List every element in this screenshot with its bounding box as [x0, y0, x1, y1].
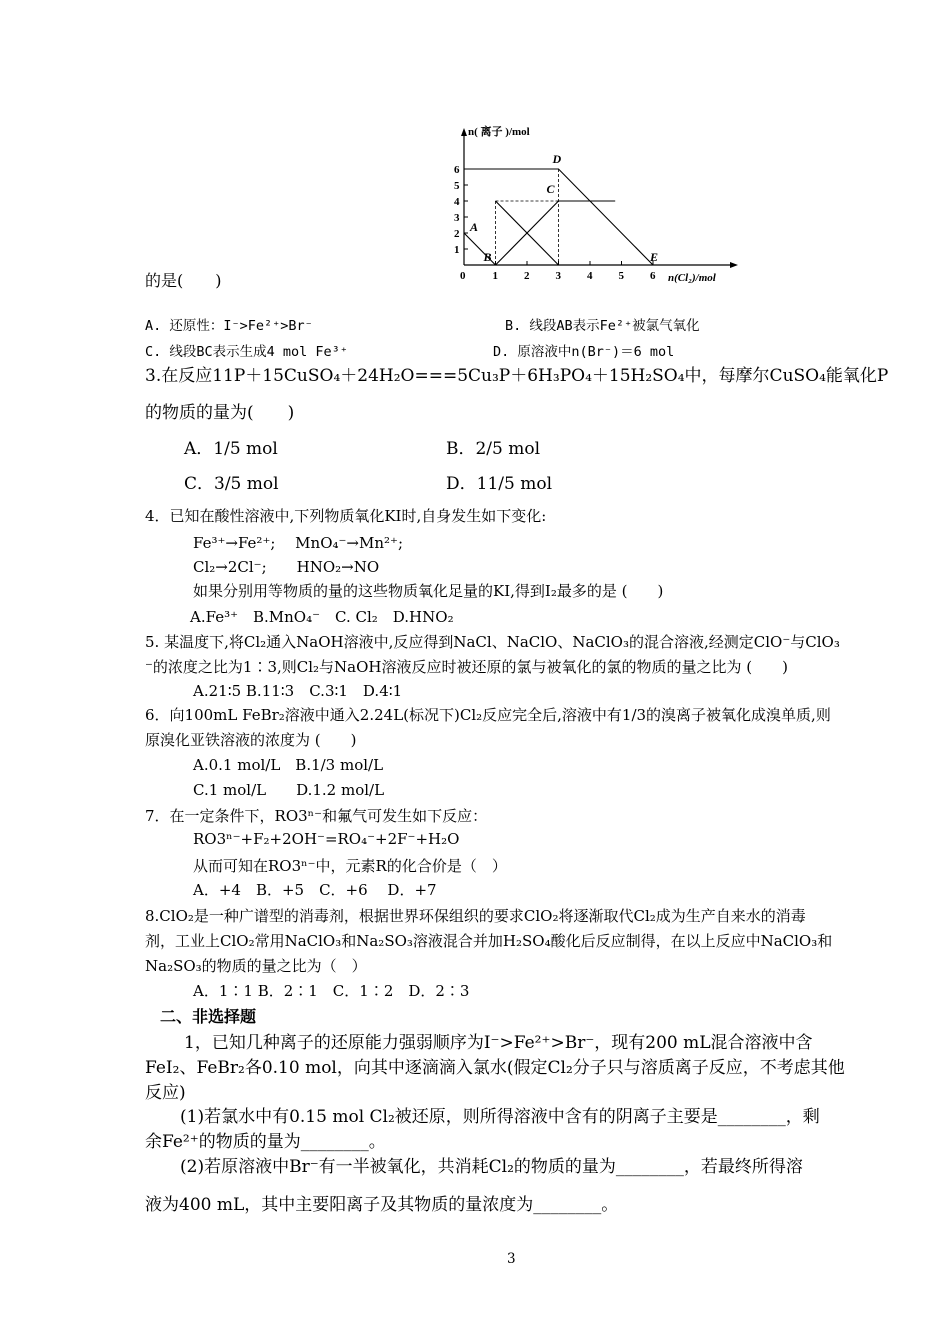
- ion-amount-graph: [440, 120, 740, 290]
- q5-stem: 5. 某温度下,将Cl₂通入NaOH溶液中,反应得到NaCl、NaClO、NaClO₃的混合溶液,经测定ClO⁻与ClO₃: [145, 633, 840, 651]
- q3-stem-2: 的物质的量为( ): [145, 403, 295, 423]
- q3-option-a: A．1/5 mol: [184, 439, 278, 459]
- q8-options: A．1∶1 B．2∶1 C．1∶2 D．2∶3: [193, 982, 470, 1000]
- graph-axes: [461, 128, 738, 268]
- q7-options: A．+4 B．+5 C．+6 D．+7: [193, 881, 437, 899]
- section-heading: 二、非选择题: [160, 1007, 257, 1026]
- page-number: 3: [507, 1251, 516, 1267]
- p1-line-2: FeI₂、FeBr₂各0.10 mol，向其中逐滴滴入氯水(假定Cl₂分子只与溶质离子反应，不考虑其他: [145, 1058, 845, 1078]
- q7-stem: 7．在一定条件下，RO3ⁿ⁻和氟气可发生如下反应：: [145, 807, 488, 825]
- x-axis-label: n(Cl₂)/mol: [668, 272, 716, 284]
- q5-stem-2: ⁻的浓度之比为1∶3,则Cl₂与NaOH溶液反应时被还原的氯与被氧化的氯的物质的量之比为 ( ): [145, 658, 788, 676]
- q6-stem-2: 原溴化亚铁溶液的浓度为 ( ): [145, 731, 357, 749]
- q2-option-a: A. 还原性：I⁻>Fe²⁺>Br⁻: [145, 318, 313, 334]
- y-axis-arrow: [461, 128, 467, 136]
- q2-stem-tail: 的是( ): [145, 271, 222, 290]
- q7-question: 从而可知在RO3ⁿ⁻中，元素R的化合价是（ ）: [193, 857, 507, 875]
- q4-reaction-2: Cl₂→2Cl⁻; HNO₂→NO: [193, 558, 380, 576]
- y-axis-label: n( 离子 )/mol: [468, 126, 530, 138]
- p1-line-3: 反应): [145, 1083, 186, 1103]
- x-tick-label: 4: [587, 270, 593, 282]
- q2-option-b: B. 线段AB表示Fe²⁺被氯气氧化: [505, 318, 700, 334]
- graph-tick-labels: [454, 164, 659, 282]
- x-tick-label: 2: [524, 270, 530, 282]
- q5-options: A.21∶5 B.11∶3 C.3∶1 D.4∶1: [193, 682, 403, 700]
- q6-stem: 6．向100mL FeBr₂溶液中通入2.24L(标况下)Cl₂反应完全后,溶液中有1/3的溴离子被氧化成溴单质,则: [145, 706, 831, 724]
- x-tick-label: 5: [618, 270, 624, 282]
- point-label-A: A: [470, 220, 479, 234]
- point-label-E: E: [650, 250, 659, 264]
- sub2-line-2: 液为400 mL，其中主要阳离子及其物质的量浓度为________。: [145, 1195, 619, 1215]
- point-label-D: D: [552, 152, 562, 166]
- q4-stem: 4．已知在酸性溶液中,下列物质氧化KI时,自身发生如下变化:: [145, 507, 547, 525]
- y-tick-label: 1: [454, 244, 460, 256]
- q6-options-2: C.1 mol/L D.1.2 mol/L: [193, 781, 385, 799]
- x-tick-label: 1: [492, 270, 498, 282]
- q8-line-3: Na₂SO₃的物质的量之比为（ ）: [145, 957, 367, 975]
- y-tick-label: 6: [454, 164, 460, 176]
- p1-line-1: 1，已知几种离子的还原能力强弱顺序为I⁻>Fe²⁺>Br⁻，现有200 mL混合溶液中含: [184, 1033, 813, 1053]
- origin-label: 0: [460, 270, 466, 282]
- q3-stem: 3.在反应11P＋15CuSO₄＋24H₂O===5Cu₃P＋6H₃PO₄＋15H₂SO₄中，每摩尔CuSO₄能氧化P: [145, 366, 889, 386]
- q3-option-d: D．11/5 mol: [446, 474, 553, 494]
- y-tick-label: 4: [454, 196, 460, 208]
- q4-options: A.Fe³⁺ B.MnO₄⁻ C. Cl₂ D.HNO₂: [190, 608, 454, 626]
- x-tick-label: 3: [555, 270, 561, 282]
- q4-question: 如果分别用等物质的量的这些物质氧化足量的KI,得到I₂最多的是 ( ): [193, 582, 664, 600]
- q7-equation: RO3ⁿ⁻+F₂+2OH⁻=RO₄⁻+2F⁻+H₂O: [193, 830, 460, 848]
- y-tick-label: 3: [454, 212, 460, 224]
- q8-line-2: 剂，工业上ClO₂常用NaClO₃和Na₂SO₃溶液混合并加H₂SO₄酸化后反应制得，在以上反应中NaClO₃和: [145, 932, 833, 950]
- point-label-B: B: [483, 250, 492, 264]
- sub1-line-1: (1)若氯水中有0.15 mol Cl₂被还原，则所得溶液中含有的阴离子主要是________，剩: [180, 1107, 820, 1127]
- y-tick-label: 5: [454, 180, 460, 192]
- q3-option-c: C．3/5 mol: [184, 474, 279, 494]
- y-tick-label: 2: [454, 228, 460, 240]
- point-label-C: C: [546, 182, 555, 196]
- q2-option-c: C. 线段BC表示生成4 mol Fe³⁺: [145, 344, 348, 360]
- q8-line-1: 8.ClO₂是一种广谱型的消毒剂，根据世界环保组织的要求ClO₂将逐渐取代Cl₂成为生产自来水的消毒: [145, 907, 806, 925]
- q6-options-1: A.0.1 mol/L B.1/3 mol/L: [193, 756, 384, 774]
- sub2-line-1: (2)若原溶液中Br⁻有一半被氧化，共消耗Cl₂的物质的量为________，若最终所得溶: [180, 1157, 803, 1177]
- q2-option-d: D. 原溶液中n(Br⁻)＝6 mol: [493, 344, 675, 360]
- x-tick-label: 6: [650, 270, 656, 282]
- sub1-line-2: 余Fe²⁺的物质的量为________。: [145, 1132, 386, 1152]
- x-axis-arrow: [730, 262, 738, 268]
- q4-reaction-1: Fe³⁺→Fe²⁺; MnO₄⁻→Mn²⁺;: [193, 534, 404, 552]
- q3-option-b: B．2/5 mol: [446, 439, 541, 459]
